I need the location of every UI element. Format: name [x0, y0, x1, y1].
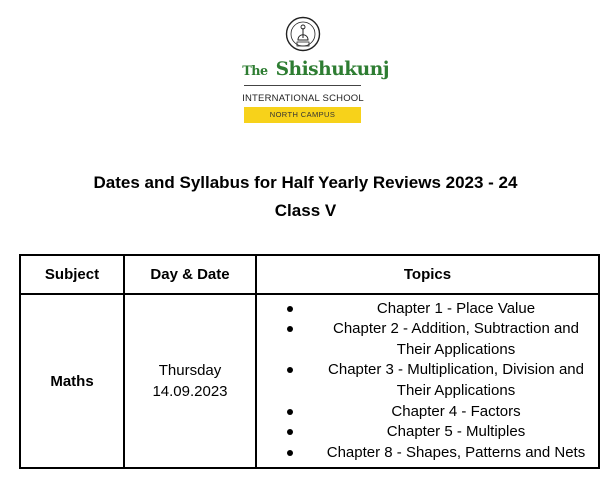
topic-item: Chapter 1 - Place Value: [287, 299, 598, 320]
bullet-icon: [287, 409, 293, 415]
day-date-cell: [124, 294, 256, 468]
school-subtitle: INTERNATIONAL SCHOOL: [242, 93, 364, 104]
bullet-icon: [287, 326, 293, 332]
bullet-icon: [287, 450, 293, 456]
school-emblem-icon: [285, 16, 321, 52]
document-title: Dates and Syllabus for Half Yearly Reviews 2023 - 24: [93, 173, 518, 192]
campus-band: NORTH CAMPUS: [244, 107, 361, 123]
topic-item: Chapter 3 - Multiplication, Division and Their Applications: [287, 360, 598, 401]
header-subject: Subject: [20, 255, 124, 294]
table-row: [20, 294, 599, 468]
brand-divider: [244, 85, 361, 86]
bullet-icon: [287, 429, 293, 435]
bullet-icon: [287, 367, 293, 373]
exam-day: Thursday: [158, 362, 222, 379]
topics-cell: [256, 294, 599, 468]
header-day-date: Day & Date: [124, 255, 256, 294]
exam-date: 14.09.2023: [152, 383, 228, 400]
topic-item: Chapter 8 - Shapes, Patterns and Nets: [287, 443, 598, 464]
subject-cell: Maths: [20, 294, 124, 468]
class-label: Class V: [274, 201, 337, 220]
topics-list: [257, 299, 598, 464]
table-header-row: [20, 255, 599, 294]
school-logo: [241, 14, 390, 124]
syllabus-table: [19, 254, 600, 469]
school-name: The Shishukunj: [242, 58, 390, 80]
topic-item: Chapter 4 - Factors: [287, 402, 598, 423]
topic-item: Chapter 2 - Addition, Subtraction and Their Applications: [287, 319, 598, 360]
topic-item: Chapter 5 - Multiples: [287, 422, 598, 443]
bullet-icon: [287, 306, 293, 312]
header-topics: Topics: [256, 255, 599, 294]
